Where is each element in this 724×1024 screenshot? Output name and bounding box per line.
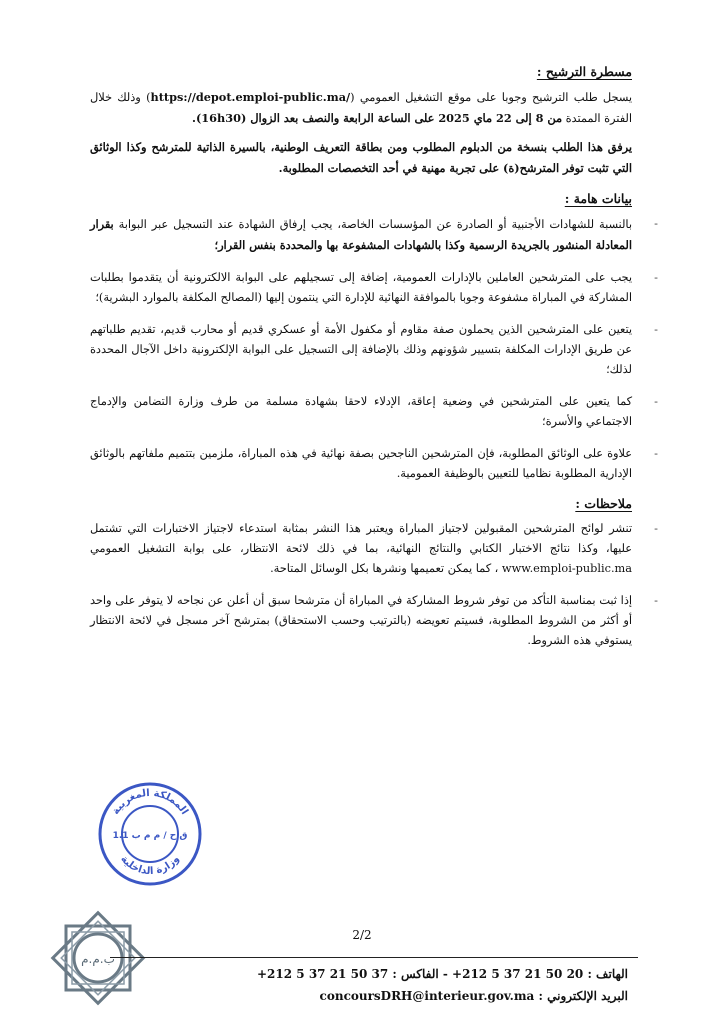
note-item-after: ، كما يمكن تعميمها ونشرها بكل الوسائل المتاحة. — [270, 562, 502, 575]
bullet-dash: - — [654, 447, 658, 460]
important-item — [90, 444, 658, 484]
note-item-text: تنشر لوائح المترشحين المقبولين لاجتياز المباراة ويعتبر هذا النشر بمثابة استدعاء لاجتياز الاختبارات التي تشتمل عليها، وكذا نتائج الاختبار الكتابي والنتائج النهائية، بما في ذلك لائحة الانتظار، على بوابة التشغيل العمومي — [90, 522, 632, 555]
notes-section — [90, 496, 658, 651]
candidacy-p2-text: يرفق هذا الطلب بنسخة من الدبلوم المطلوب ومن بطاقة التعريف الوطنية، بالسيرة الذاتية للمترشح وكذا الوثائق التي تثبت توفر المترشح(ة) على تجربة مهنية في أحد التخصصات المطلوبة. — [90, 140, 632, 175]
stamp-bottom-text: وزارة الداخلية — [118, 853, 182, 878]
important-item-text: يتعين على المترشحين الذين يحملون صفة مقاوم أو مكفول الأمة أو عسكري قديم أو محارب قديم، تقديم طلباتهم عن طريق الإدارات المكلفة بتسيير شؤونهم وذلك بالإضافة إلى التسجيل على البوابة الإلكترونية داخل الآجال المحددة لذلك؛ — [90, 323, 632, 376]
candidacy-title: مسطرة الترشيح : — [536, 64, 632, 79]
footer — [150, 963, 628, 1007]
footer-divider — [110, 957, 638, 958]
bullet-dash: - — [654, 323, 658, 336]
important-list — [90, 214, 658, 484]
stamp-center-text: ق ح / م م ب 1.1 — [112, 831, 188, 841]
important-item — [90, 268, 658, 308]
note-item-text: إذا ثبت بمناسبة التأكد من توفر شروط المشاركة في المباراة أن مترشحا سبق أن أعلن عن نجاحه لا يتوفر على واحد أو أكثر من الشروط المطلوبة، فسيتم تعويضه (بالترتيب وحسب الاستحقاق) بمترشح آخر مسجل في لائحة الانتظار يستوفي هذه الشروط. — [90, 594, 632, 647]
candidacy-p1-before: يسجل طلب الترشيح وجوبا على موقع التشغيل العمومي ( — [350, 91, 632, 104]
important-item-bold: بقرار المعادلة المنشور بالجريدة الرسمية وكذا بالشهادات المشفوعة بها والمحددة بنفس القرار؛ — [90, 217, 632, 252]
bullet-dash: - — [654, 594, 658, 607]
footer-phone-fax: الهاتف : 20 50 21 37 5 212+ - الفاكس : 37 50 21 37 5 212+ — [256, 967, 628, 981]
footer-email[interactable]: concoursDRH@interieur.gov.ma — [319, 989, 535, 1003]
page-number: 2/2 — [352, 928, 372, 942]
important-section — [90, 191, 658, 484]
depot-url[interactable]: https://depot.emploi-public.ma/ — [150, 90, 351, 104]
official-stamp — [96, 780, 204, 888]
ministry-logo — [44, 904, 152, 1012]
stamp-top-text: المملكة المغربية — [110, 787, 190, 817]
note-item — [90, 591, 658, 651]
footer-email-label: البريد الإلكتروني : — [538, 989, 628, 1003]
bullet-dash: - — [654, 271, 658, 284]
important-item-text: بالنسبة للشهادات الأجنبية أو الصادرة عن المؤسسات الخاصة، يجب إرفاق الشهادة عند التسجيل عبر البوابة — [113, 218, 632, 231]
important-item-text: كما يتعين على المترشحين في وضعية إعاقة، الإدلاء لاحقا بشهادة مسلمة من طرف وزارة التضامن والإدماج الاجتماعي والأسرة؛ — [90, 395, 632, 428]
note-item — [90, 519, 658, 579]
candidacy-p1-after: ) وذلك خلال الفترة الممتدة — [90, 91, 632, 125]
important-item-text: يجب على المترشحين العاملين بالإدارات العمومية، إضافة إلى تسجيلهم على البوابة الالكترونية أن يتقدموا بطلبات المشاركة في المباراة مشفوعة وجوبا بالموافقة النهائية للإدارة التي ينتمون إليها (المصالح المكلفة بالموارد البشرية)؛ — [90, 271, 632, 304]
important-item — [90, 214, 658, 256]
important-title: بيانات هامة : — [564, 191, 632, 206]
logo-label: ب.م.م — [81, 952, 115, 966]
important-item — [90, 320, 658, 380]
notes-list — [90, 519, 658, 651]
candidacy-paragraph-2 — [90, 137, 632, 179]
candidacy-paragraph-1 — [90, 87, 632, 129]
bullet-dash: - — [654, 395, 658, 408]
candidacy-dates: من 8 إلى 22 ماي 2025 على الساعة الرابعة والنصف بعد الزوال (16h30). — [192, 111, 563, 125]
important-item-text: علاوة على الوثائق المطلوبة، فإن المترشحين الناجحين بصفة نهائية في هذه المباراة، ملزمين بتتميم ملفاتهم بالوثائق الإدارية المطلوبة نظاميا للتعيين بالوظيفة العمومية. — [90, 447, 632, 480]
emploi-public-link[interactable]: www.emploi-public.ma — [501, 562, 632, 575]
footer-email-line — [150, 985, 628, 1007]
bullet-dash: - — [654, 217, 658, 230]
bullet-dash: - — [654, 522, 658, 535]
candidacy-section — [90, 64, 632, 179]
notes-title: ملاحظات : — [575, 496, 632, 511]
document-body — [90, 64, 658, 663]
important-item — [90, 392, 658, 432]
